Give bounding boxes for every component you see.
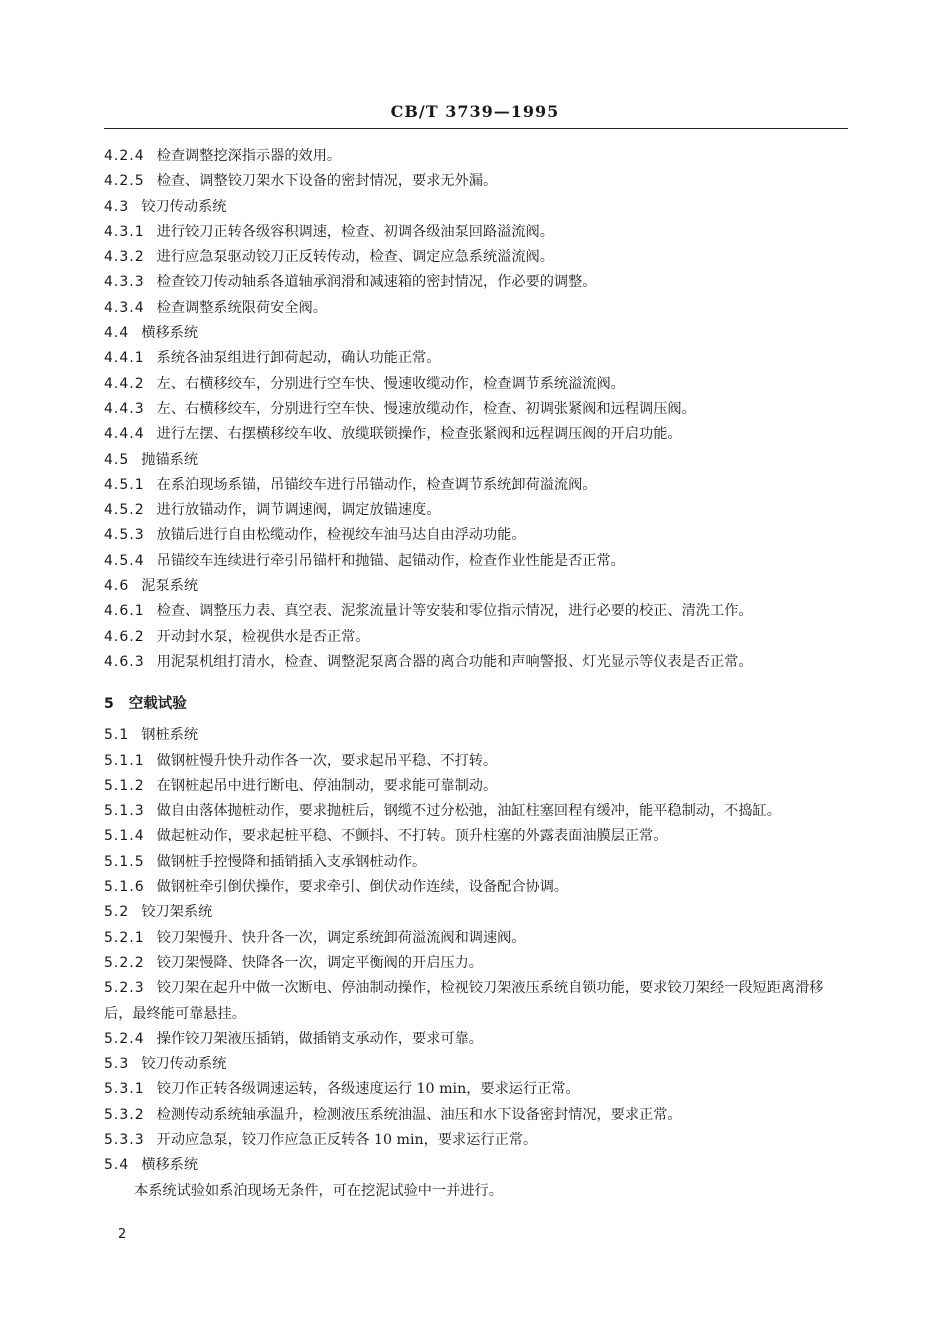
- clause-4-5-3: [104, 523, 848, 548]
- clause-number: 5.2.1: [104, 929, 145, 946]
- clause-text: 吊锚绞车连续进行牵引吊锚杆和抛锚、起锚动作，检查作业性能是否正常。: [156, 552, 625, 569]
- clause-text: 泥泵系统: [141, 578, 199, 595]
- clause-number: 5.1.1: [104, 752, 145, 769]
- clause-text: 做钢桩牵引倒伏操作，要求牵引、倒伏动作连续，设备配合协调。: [156, 879, 569, 896]
- clause-5-3-3: [104, 1128, 848, 1153]
- closing-paragraph: 本系统试验如系泊现场无条件，可在挖泥试验中一并进行。: [134, 1182, 503, 1199]
- clause-text: 铰刀架在起升中做一次断电、停油制动操作，检视铰刀架液压系统自锁功能，要求铰刀架经一段短距离滑移后，最终能可靠悬挂。: [104, 980, 824, 1022]
- section-4-list: [104, 144, 848, 675]
- clause-number: 5.1.4: [104, 828, 145, 845]
- clause-number: 5.2.3: [104, 980, 145, 997]
- clause-text: 在钢桩起吊中进行断电、停油制动，要求能可靠制动。: [156, 777, 498, 794]
- clause-4-5: [104, 448, 848, 473]
- clause-text: 左、右横移绞车，分别进行空车快、慢速收缆动作，检查调节系统溢流阀。: [156, 375, 625, 392]
- clause-number: 4.6: [104, 578, 130, 595]
- clause-4-6-3: [104, 650, 848, 675]
- clause-text: 系统各油泵组进行卸荷起动，确认功能正常。: [156, 350, 441, 367]
- clause-4-2-4: [104, 144, 848, 169]
- clause-text: 检查铰刀传动轴系各道轴承润滑和减速箱的密封情况，作必要的调整。: [156, 274, 597, 291]
- clause-5-2-4: [104, 1027, 848, 1052]
- clause-4-6-2: [104, 625, 848, 650]
- clause-text: 做钢桩慢升快升动作各一次，要求起吊平稳、不打转。: [156, 752, 498, 769]
- clause-number: 4.6.3: [104, 653, 145, 670]
- clause-text: 检查、调整铰刀架水下设备的密封情况，要求无外漏。: [156, 173, 498, 190]
- clause-5-1-4: [104, 824, 848, 849]
- clause-4-4-4: [104, 422, 848, 447]
- clause-4-3: [104, 195, 848, 220]
- clause-number: 4.5.1: [104, 476, 145, 493]
- clause-number: 4.5: [104, 451, 130, 468]
- clause-number: 5.1: [104, 727, 130, 744]
- clause-number: 4.6.1: [104, 603, 145, 620]
- header-rule: [104, 128, 848, 129]
- clause-text: 横移系统: [141, 1157, 199, 1174]
- clause-4-4: [104, 321, 848, 346]
- clause-text: 铰刀作正转各级调速运转，各级速度运行 10 min，要求运行正常。: [156, 1081, 580, 1098]
- clause-5-3-1: [104, 1077, 848, 1102]
- clause-5-2-2: [104, 951, 848, 976]
- clause-4-3-3: [104, 270, 848, 295]
- clause-number: 4.3.4: [104, 299, 145, 316]
- clause-number: 5.1.5: [104, 853, 145, 870]
- clause-number: 4.4.4: [104, 426, 145, 443]
- clause-number: 5.1.2: [104, 777, 145, 794]
- clause-text: 抛锚系统: [141, 451, 199, 468]
- clause-text: 做起桩动作，要求起桩平稳、不颤抖、不打转。顶升柱塞的外露表面油膜层正常。: [156, 828, 668, 845]
- clause-number: 5.1.6: [104, 879, 145, 896]
- clause-number: 4.2.4: [104, 148, 145, 164]
- clause-5-3-2: [104, 1103, 848, 1128]
- clause-number: 4.3.1: [104, 223, 145, 240]
- clause-4-6-1: [104, 599, 848, 624]
- chapter-number: 5: [104, 696, 115, 713]
- clause-5-1-2: [104, 774, 848, 799]
- section-5-list: [104, 723, 848, 1178]
- clause-text: 进行应急泵驱动铰刀正反转传动，检查、调定应急系统溢流阀。: [156, 249, 554, 266]
- clause-text: 检测传动系统轴承温升，检测液压系统油温、油压和水下设备密封情况，要求正常。: [156, 1106, 682, 1123]
- clause-text: 横移系统: [141, 325, 199, 342]
- chapter-5-heading: [104, 689, 848, 719]
- clause-text: 铰刀传动系统: [141, 198, 227, 215]
- clause-number: 4.4: [104, 325, 130, 342]
- clause-number: 4.5.3: [104, 527, 145, 544]
- clause-4-4-3: [104, 397, 848, 422]
- clause-4-6: [104, 574, 848, 599]
- clause-text: 开动封水泵，检视供水是否正常。: [156, 628, 370, 645]
- clause-4-3-1: [104, 220, 848, 245]
- document-body: [104, 144, 848, 1204]
- clause-5-2-3: [104, 976, 848, 1027]
- clause-5-3: [104, 1052, 848, 1077]
- clause-text: 放锚后进行自由松缆动作，检视绞车油马达自由浮动功能。: [156, 527, 526, 544]
- clause-number: 4.5.2: [104, 502, 145, 519]
- clause-number: 4.3.2: [104, 249, 145, 266]
- clause-text: 开动应急泵，铰刀作应急正反转各 10 min，要求运行正常。: [156, 1131, 538, 1148]
- clause-number: 4.2.5: [104, 173, 145, 190]
- clause-number: 4.5.4: [104, 552, 145, 569]
- clause-4-5-4: [104, 549, 848, 574]
- clause-5-2: [104, 900, 848, 925]
- clause-5-1: [104, 723, 848, 748]
- clause-number: 5.1.3: [104, 803, 145, 820]
- clause-5-4: [104, 1153, 848, 1178]
- clause-text: 铰刀架慢升、快升各一次，调定系统卸荷溢流阀和调速阀。: [156, 929, 526, 946]
- clause-text: 在系泊现场系锚，吊锚绞车进行吊锚动作，检查调节系统卸荷溢流阀。: [156, 476, 597, 493]
- clause-number: 4.4.1: [104, 350, 145, 367]
- clause-text: 进行左摆、右摆横移绞车收、放缆联锁操作，检查张紧阀和远程调压阀的开启功能。: [156, 426, 682, 443]
- clause-number: 5.2.4: [104, 1030, 145, 1047]
- clause-number: 5.3.2: [104, 1106, 145, 1123]
- clause-number: 5.3.1: [104, 1081, 145, 1098]
- clause-4-2-5: [104, 169, 848, 194]
- clause-5-1-6: [104, 875, 848, 900]
- clause-4-3-4: [104, 296, 848, 321]
- clause-4-5-1: [104, 473, 848, 498]
- page-number: 2: [118, 1227, 127, 1242]
- clause-text: 检查、调整压力表、真空表、泥浆流量计等安装和零位指示情况，进行必要的校正、清洗工作。: [156, 603, 753, 620]
- clause-4-4-1: [104, 346, 848, 371]
- clause-number: 4.3: [104, 198, 130, 215]
- page-header: CB/T 3739—1995: [390, 102, 560, 121]
- clause-number: 5.2: [104, 904, 130, 921]
- clause-5-1-5: [104, 850, 848, 875]
- clause-4-4-2: [104, 372, 848, 397]
- clause-text: 操作铰刀架液压插销，做插销支承动作，要求可靠。: [156, 1030, 483, 1047]
- clause-5-2-1: [104, 926, 848, 951]
- clause-text: 进行放锚动作，调节调速阀，调定放锚速度。: [156, 502, 441, 519]
- clause-number: 4.3.3: [104, 274, 145, 291]
- clause-text: 进行铰刀正转各级容积调速，检查、初调各级油泵回路溢流阀。: [156, 223, 554, 240]
- clause-text: 检查调整挖深指示器的效用。: [156, 148, 342, 164]
- clause-number: 5.3.3: [104, 1131, 145, 1148]
- clause-text: 检查调整系统限荷安全阀。: [156, 299, 327, 316]
- clause-4-3-2: [104, 245, 848, 270]
- clause-text: 铰刀传动系统: [141, 1056, 227, 1073]
- clause-5-1-1: [104, 749, 848, 774]
- clause-number: 5.4: [104, 1157, 130, 1174]
- clause-text: 钢桩系统: [141, 727, 199, 744]
- clause-text: 左、右横移绞车，分别进行空车快、慢速放缆动作，检查、初调张紧阀和远程调压阀。: [156, 400, 696, 417]
- clause-text: 铰刀架系统: [141, 904, 213, 921]
- clause-number: 4.4.2: [104, 375, 145, 392]
- clause-number: 4.6.2: [104, 628, 145, 645]
- chapter-title: 空载试验: [128, 696, 187, 713]
- clause-5-1-3: [104, 799, 848, 824]
- clause-number: 5.3: [104, 1056, 130, 1073]
- clause-number: 5.2.2: [104, 954, 145, 971]
- clause-text: 铰刀架慢降、快降各一次，调定平衡阀的开启压力。: [156, 954, 483, 971]
- clause-text: 用泥泵机组打清水，检查、调整泥泵离合器的离合功能和声响警报、灯光显示等仪表是否正常。: [156, 653, 753, 670]
- clause-text: 做自由落体抛桩动作，要求抛桩后，钢缆不过分松弛，油缸柱塞回程有缓冲，能平稳制动，不捣缸。: [156, 803, 781, 820]
- clause-4-5-2: [104, 498, 848, 523]
- clause-text: 做钢桩手控慢降和插销插入支承钢桩动作。: [156, 853, 427, 870]
- clause-number: 4.4.3: [104, 400, 145, 417]
